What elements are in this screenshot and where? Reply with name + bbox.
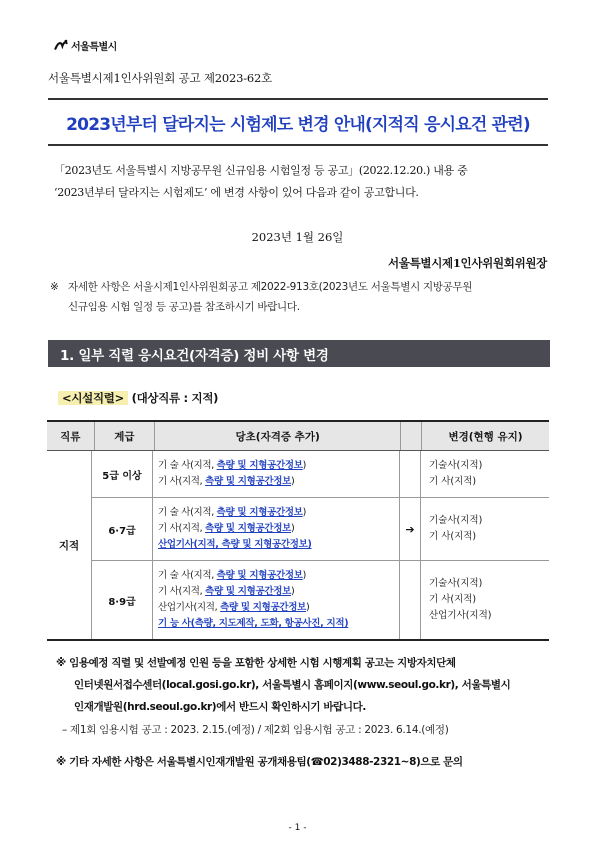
intro-line-2: ‘2023년부터 달라지는 시험제도’ 에 변경 사항이 있어 다음과 같이 공고합니다. — [54, 186, 419, 199]
cert-added: 측량 및 지형공간정보 — [216, 507, 303, 518]
title-box — [48, 98, 548, 146]
cert-line — [158, 458, 399, 474]
cert-text: ) — [291, 586, 295, 597]
jikryu-cell: 지적 — [47, 451, 92, 639]
changed-cell — [421, 498, 549, 560]
table-row — [92, 561, 549, 639]
exam-schedule: – 제1회 임용시험 공고 : 2023. 2.15.(예정) / 제2회 임용시험 공고 : 2023. 6.14.(예정) — [62, 724, 449, 736]
cert-added: 기 능 사(측량, 지도제작, 도화, 항공사진, 지적) — [158, 618, 349, 629]
cert-line — [158, 584, 399, 600]
bottom-note-line-2: 인터넷원서접수센터(local.gosi.go.kr), 서울특별시 홈페이지(www.seoul.go.kr), 서울특별시 — [74, 679, 511, 691]
cert-text: ) — [302, 570, 307, 581]
header-arrow-spacer — [401, 422, 422, 450]
changed-line: 기 사(지적) — [429, 476, 477, 487]
cert-text: 기 술 사(지적, — [158, 460, 217, 471]
subheading-highlight: <시설직렬> — [58, 391, 128, 405]
bottom-note — [56, 652, 546, 718]
arrow-cell — [400, 561, 421, 639]
notice-number: 서울특별시제1인사위원회 공고 제2023-62호 — [48, 71, 273, 85]
cert-text: 기 술 사(지적, — [158, 507, 217, 518]
current-cell — [153, 451, 400, 497]
requirements-table — [47, 420, 549, 641]
contact-mark: ※ — [56, 756, 66, 768]
cert-added: 측량 및 지형공간정보 — [205, 476, 291, 487]
cert-line — [158, 537, 399, 553]
grade-cell: 6·7급 — [92, 498, 153, 560]
cert-added: 측량 및 지형공간정보 — [220, 602, 307, 613]
contact-text: 기타 자세한 사항은 서울특별시인재개발원 공개채용팀(☎02)3488-2321~8)으로 문의 — [69, 756, 463, 768]
cert-text: 기 사(지적, — [158, 586, 206, 597]
changed-cell — [421, 451, 549, 497]
section-1-header — [48, 340, 550, 367]
seoul-logo-icon — [54, 39, 68, 53]
notice-date: 2023년 1월 26일 — [251, 230, 344, 244]
table-header-row — [47, 422, 549, 451]
changed-line: 기술사(지적) — [429, 578, 483, 589]
cert-added: 측량 및 지형공간정보 — [205, 586, 291, 597]
arrow-icon: ➔ — [405, 522, 415, 536]
arrow-cell — [400, 451, 421, 497]
header-jikryu: 직류 — [47, 422, 95, 450]
arrow-cell — [400, 498, 421, 560]
reference-mark: ※ — [50, 281, 59, 293]
cert-text: 기 술 사(지적, — [158, 570, 217, 581]
issuer-name: 서울특별시제1인사위원회위원장 — [387, 256, 547, 270]
cert-text: ) — [306, 602, 310, 613]
intro-line-1: 「2023년도 서울특별시 지방공무원 신규임용 시험일정 등 공고」(2022.12.20.) 내용 중 — [54, 164, 468, 177]
reference-line-1: 자세한 사항은 서울시제1인사위원회공고 제2022-913호(2023년도 서울특별시 지방공무원 — [68, 281, 473, 293]
section-1-title: 1. 일부 직렬 응시요건(자격증) 정비 사항 변경 — [60, 347, 329, 364]
page-number: - 1 - — [288, 823, 307, 833]
changed-cell — [421, 561, 549, 639]
cert-text: ) — [291, 476, 295, 487]
changed-line: 산업기사(지적) — [429, 610, 492, 621]
table-body — [47, 451, 549, 639]
cert-added: 측량 및 지형공간정보 — [205, 523, 291, 534]
header-changed: 변경(현행 유지) — [448, 430, 523, 443]
intro-paragraph — [54, 160, 546, 204]
cert-line — [158, 600, 399, 616]
contact-note — [56, 754, 463, 769]
header-current: 당초(자격증 추가) — [155, 422, 401, 450]
cert-line — [158, 474, 399, 490]
document-title: 2023년부터 달라지는 시험제도 변경 안내(지적직 응시요건 관련) — [66, 114, 530, 135]
grade-cell: 5급 이상 — [92, 451, 153, 497]
grade-cell: 8·9급 — [92, 561, 153, 639]
cert-line — [158, 568, 399, 584]
bottom-note-line-3: 인재개발원(hrd.seoul.go.kr)에서 반드시 확인하시기 바랍니다. — [74, 701, 366, 713]
cert-line — [158, 616, 399, 632]
changed-line: 기 사(지적) — [429, 531, 477, 542]
changed-line: 기 사(지적) — [429, 594, 477, 605]
cert-text: ) — [302, 460, 307, 471]
seoul-logo — [54, 38, 117, 53]
cert-text: 산업기사(지적, — [158, 602, 221, 613]
changed-line: 기술사(지적) — [429, 460, 483, 471]
cert-text: ) — [302, 507, 307, 518]
current-cell — [153, 498, 400, 560]
subheading — [58, 390, 218, 406]
current-cell — [153, 561, 400, 639]
reference-note — [50, 277, 550, 317]
table-row — [92, 498, 549, 561]
cert-text: 기 사(지적, — [158, 523, 206, 534]
reference-line-2: 신규임용 시험 일정 등 공고)를 참조하시기 바랍니다. — [68, 301, 300, 313]
cert-added: 측량 및 지형공간정보 — [216, 570, 303, 581]
subheading-rest: (대상직류 : 지적) — [127, 391, 219, 405]
cert-added: 측량 및 지형공간정보 — [216, 460, 303, 471]
cert-added: 산업기사(지적, 측량 및 지형공간정보) — [158, 539, 312, 550]
table-groups — [92, 451, 549, 639]
seoul-logo-text: 서울특별시 — [71, 42, 117, 53]
bottom-note-mark: ※ — [56, 657, 66, 669]
header-grade: 계급 — [95, 422, 156, 450]
table-row — [92, 451, 549, 498]
bottom-note-line-1: 임용예정 직렬 및 선발예정 인원 등을 포함한 상세한 시험 시행계획 공고는 지방자치단체 — [69, 657, 456, 669]
changed-line: 기술사(지적) — [429, 515, 483, 526]
cert-line — [158, 521, 399, 537]
cert-text: 기 사(지적, — [158, 476, 206, 487]
cert-line — [158, 505, 399, 521]
cert-text: ) — [291, 523, 295, 534]
